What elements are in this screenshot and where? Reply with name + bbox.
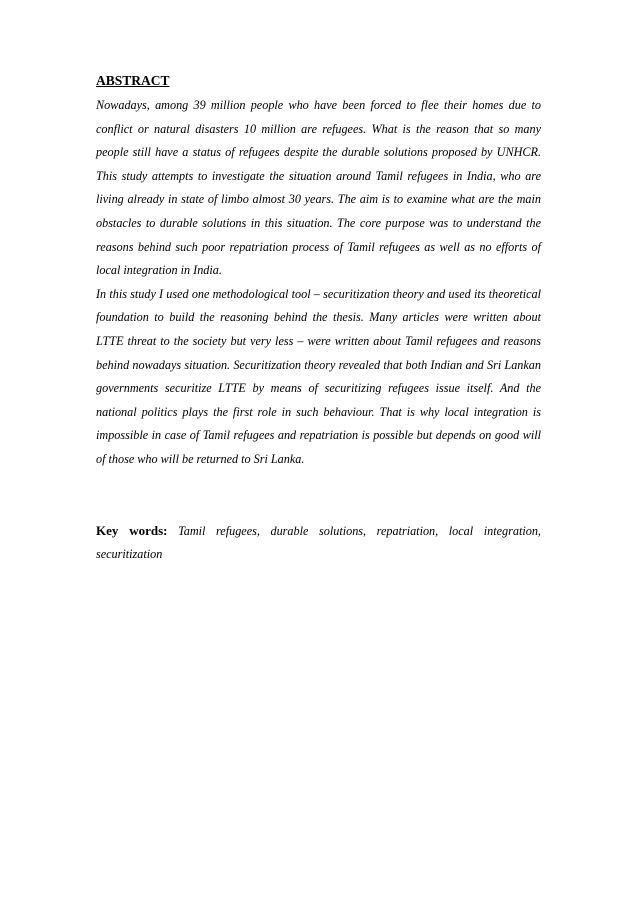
abstract-heading: ABSTRACT bbox=[96, 73, 170, 88]
keywords-label: Key words: bbox=[96, 522, 168, 538]
keywords-text: Tamil refugees, durable solutions, repatriation, local integration, securitization bbox=[96, 523, 541, 562]
keywords-section bbox=[96, 519, 541, 567]
document-page bbox=[96, 72, 541, 567]
abstract-paragraph-1: Nowadays, among 39 million people who have been forced to flee their homes due to conflict or natural disasters 10 million are refugees. What is the reason that so many people still have a status of refugees despite the durable solutions proposed by UNHCR. This study attempts to investigate the situation around Tamil refugees in India, who are living already in state of limbo almost 30 years. The aim is to examine what are the main obstacles to durable solutions in this situation. The core purpose was to understand the reasons behind such poor repatriation process of Tamil refugees as well as no efforts of local integration in India. bbox=[96, 98, 541, 278]
abstract-paragraph-2: In this study I used one methodological tool – securitization theory and used its theoretical foundation to build the reasoning behind the thesis. Many articles were written about LTTE threat to the society but very less – were written about Tamil refugees and reasons behind nowadays situation. Securitization theory revealed that both Indian and Sri Lankan governments securitize LTTE by means of securitizing refugees issue itself. And the national politics plays the first role in such behaviour. That is why local integration is impossible in case of Tamil refugees and repatriation is possible but depends on good will of those who will be returned to Sri Lanka. bbox=[96, 286, 541, 466]
